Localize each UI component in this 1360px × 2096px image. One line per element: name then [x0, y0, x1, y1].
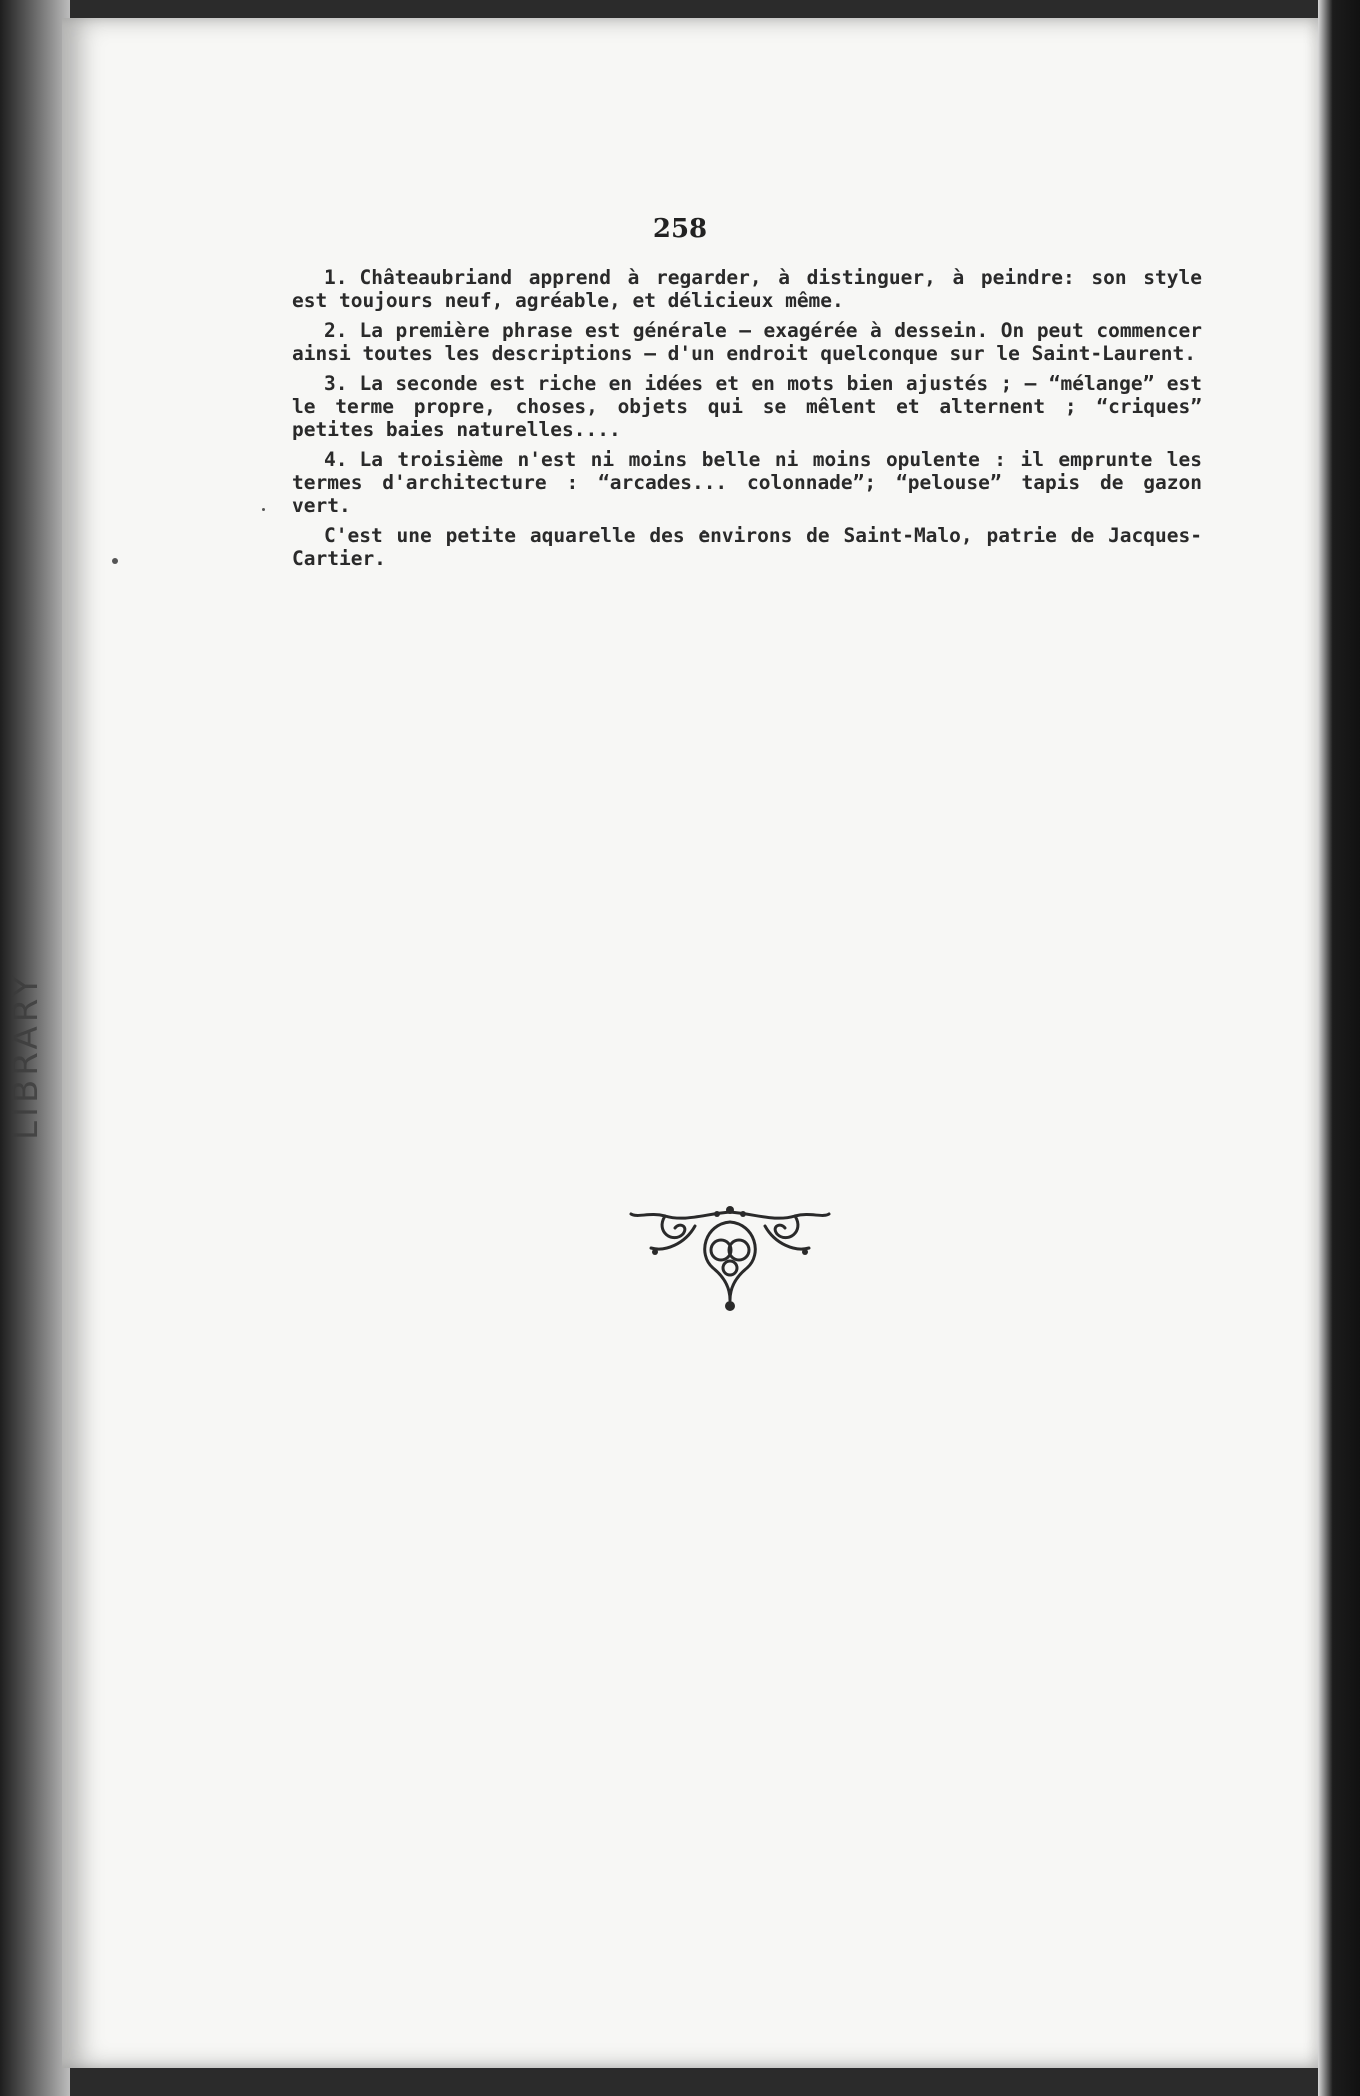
note-text: La troisième n'est ni moins belle ni moins opulente : il emprunte les termes d'architecture : “arcades... colonnade”; “pelouse” tapis de gazon vert.	[292, 448, 1202, 517]
note-item	[292, 524, 1202, 570]
page-right-edge	[1318, 0, 1360, 2096]
notes-block	[292, 266, 1202, 577]
page-number: 258	[652, 214, 708, 244]
note-item	[292, 372, 1202, 441]
note-number: 4.	[324, 448, 348, 471]
ink-speck	[112, 558, 118, 564]
note-text: C'est une petite aquarelle des environs de Saint-Malo, patrie de Jacques-Cartier.	[292, 524, 1202, 570]
note-number: 3.	[324, 372, 348, 395]
note-text: La seconde est riche en idées et en mots bien ajustés ; — “mélange” est le terme propre, choses, objets qui se mêlent et alternent ; “criques” petites baies naturelles....	[292, 372, 1202, 441]
note-item	[292, 448, 1202, 517]
note-text: Châteaubriand apprend à regarder, à distinguer, à peindre: son style est toujours neuf, agréable, et délicieux même.	[292, 266, 1202, 312]
ink-speck	[262, 508, 265, 511]
book-spine	[0, 0, 70, 2096]
scroll-ornament-icon	[625, 1204, 835, 1314]
note-number: 2.	[324, 319, 348, 342]
note-text: La première phrase est générale — exagérée à dessein. On peut commencer ainsi toutes les descriptions — d'un endroit quelconque sur le Saint-Laurent.	[292, 319, 1202, 365]
spine-label: LIBRARY	[6, 971, 46, 1140]
note-item	[292, 266, 1202, 312]
note-item	[292, 319, 1202, 365]
note-number: 1.	[324, 266, 348, 289]
